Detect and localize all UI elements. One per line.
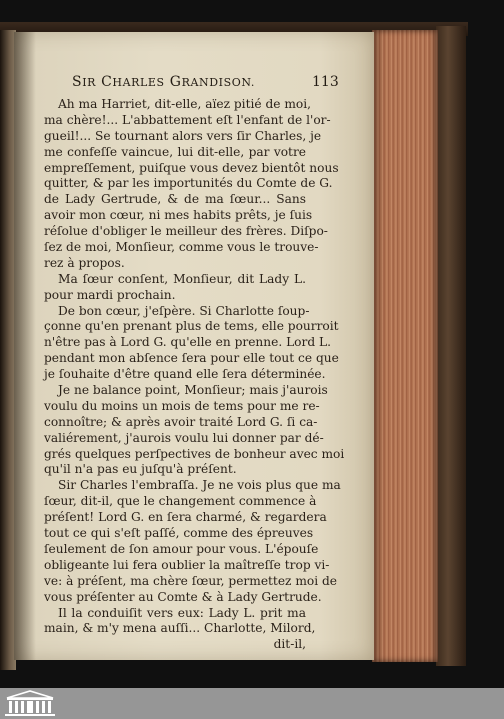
library-building-icon (4, 690, 56, 717)
text-line: préſent! Lord G. en ſera charmé, & regardera (44, 510, 327, 525)
text-line: Ah ma Harriet, dit-elle, aïez pitié de moi, (58, 97, 312, 111)
text-line: De bon cœur, j'eſpère. Si Charlotte ſoup- (58, 303, 310, 318)
text-line: rez à propos. (44, 255, 125, 270)
running-head: SIR CHARLES GRANDISON. (72, 74, 255, 90)
text-line: de Lady Gertrude, & de ma ſœur... Sans (44, 192, 306, 207)
text-line: je ſouhaite d'être quand elle ſera déterminée. (44, 367, 326, 382)
text-line: gueil!... Se tournant alors vers ſir Charles, je (44, 128, 322, 143)
text-line: dit-il, (273, 637, 306, 652)
text-line: me confeſſe vaincue, lui dit-elle, par votre (44, 144, 306, 159)
book-back-cover (436, 26, 466, 666)
text-line: pendant mon abſence ſera pour elle tout ce que (44, 351, 339, 366)
text-line: main, & m'y mena auſſi... Charlotte, Milord, (44, 621, 316, 636)
text-line: ſœur, dit-il, que le changement commence à (44, 494, 317, 509)
text-line: connoître; & après avoir traité Lord G. ſi ca- (44, 414, 318, 429)
text-line: Sir Charles l'embraſſa. Je ne vois plus que ma (58, 478, 341, 493)
text-line: réſolue d'obliger le meilleur des frères. Diſpo- (44, 224, 328, 239)
text-line: grés quelques perſpectives de bonheur avec moi (44, 446, 345, 461)
text-line: Il la conduiſit vers eux: Lady L. prit ma (58, 605, 306, 620)
text-line: quitter, & par les importunités du Comte de G. (44, 176, 333, 191)
text-line: Ma ſœur conſent, Monſieur, dit Lady L. (58, 271, 306, 286)
text-line: ve: à préſent, ma chère ſœur, permettez moi de (44, 573, 338, 588)
text-line: valiérement, j'aurois voulu lui donner par dé- (44, 430, 324, 445)
body-text (44, 97, 345, 653)
text-line: avoir mon cœur, ni mes habits prêts, je ſuis (44, 208, 313, 223)
text-line: pour mardi prochain. (44, 287, 176, 302)
page-number: 113 (312, 74, 339, 90)
text-line: ſeulement de ſon amour pour vous. L'épouſe (44, 541, 319, 556)
text-line: ſez de moi, Monſieur, comme vous le trouve- (44, 240, 319, 255)
viewer-footer-bar (0, 688, 504, 719)
page-gutter-shadow (14, 32, 36, 660)
page-edges (372, 30, 438, 662)
text-line: ma chère!... L'abbattement eſt l'enfant de l'or- (44, 112, 331, 127)
text-line: voulu du moins un mois de tems pour me re- (44, 398, 320, 413)
text-line: Je ne balance point, Monſieur; mais j'aurois (58, 383, 328, 398)
text-line: tout ce qui s'eſt paſſé, comme des épreuves (44, 526, 314, 541)
text-line: n'être pas à Lord G. qu'elle en prenne. Lord L. (44, 335, 331, 350)
text-line: vous préſenter au Comte & à Lady Gertrude. (44, 589, 322, 604)
text-line: empreſſement, puiſque vous devez bientôt nous (44, 160, 339, 175)
text-line: çonne qu'en prenant plus de tems, elle pourroit (44, 319, 339, 334)
text-line: obligeante lui fera oublier la maîtreſſe trop vi- (44, 557, 330, 572)
text-line: qu'il n'a pas eu juſqu'à préſent. (44, 462, 237, 477)
